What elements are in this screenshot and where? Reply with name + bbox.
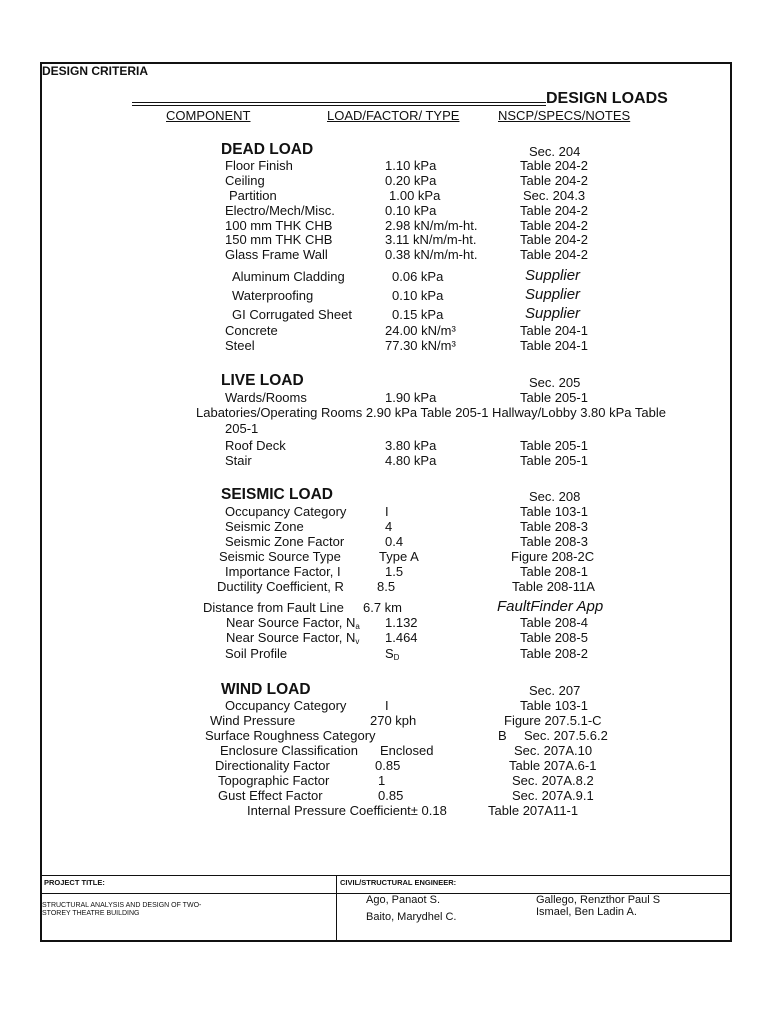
row-load: Type A [379, 549, 419, 564]
row-load: 1.00 kPa [389, 188, 441, 203]
row-note: Table 208-1 [520, 564, 588, 579]
project-title-line2: STOREY THEATRE BUILDING [42, 910, 140, 917]
engineer-name: Gallego, Renzthor Paul S [536, 894, 661, 906]
row-component: Stair [225, 453, 252, 468]
row-component: Concrete [225, 323, 278, 338]
row-note: Sec. 207A.9.1 [512, 788, 594, 803]
row-component: Floor Finish [225, 158, 293, 173]
title-rule-bottom [132, 105, 546, 106]
row-component: Electro/Mech/Misc. [225, 203, 335, 218]
row-component: Enclosure Classification [220, 743, 359, 758]
row-note: Figure 208-2C [511, 549, 595, 564]
row-component: Seismic Zone [225, 519, 304, 534]
dead-load-section: Sec. 204 [529, 144, 581, 159]
row-note: Table 208-3 [520, 534, 588, 549]
row-note: Table 207A11-1 [488, 803, 579, 818]
row-component: Waterproofing [232, 288, 314, 303]
row-load: 1.10 kPa [385, 158, 437, 173]
row-note: Figure 207.5.1-C [504, 713, 602, 728]
row-load: 1 [378, 773, 386, 788]
row-load: 0.10 kPa [392, 288, 444, 303]
row-component: Steel [225, 338, 255, 353]
row-load: 270 kph [370, 713, 417, 728]
row-load: 1.132 [385, 615, 418, 630]
row-note: Table 208-11A [512, 579, 595, 594]
row-component: Wind Pressure [210, 713, 296, 728]
row-component: Glass Frame Wall [225, 247, 328, 262]
row-component: Gust Effect Factor [218, 788, 323, 803]
footer-divider [336, 875, 337, 942]
row-note: Table 208-2 [520, 646, 588, 661]
wind-load-heading: WIND LOAD [221, 681, 311, 698]
column-component: COMPONENT [166, 108, 251, 123]
row-component: GI Corrugated Sheet [232, 307, 352, 322]
row-note: Table 204-2 [520, 173, 588, 188]
row-load: 0.38 kN/m/m-ht. [385, 247, 478, 262]
row-load: 0.20 kPa [385, 173, 437, 188]
row-load: 0.85 [375, 758, 401, 773]
live-load-heading: LIVE LOAD [221, 372, 304, 389]
row-load: 8.5 [377, 579, 396, 594]
row-component: Near Source Factor, $N_a$ [226, 615, 360, 631]
row-note: Table 204-2 [520, 218, 588, 233]
row-note: Table 205-1 [520, 390, 588, 405]
row-component: Importance Factor, I [225, 564, 341, 579]
row-load: 0.06 kPa [392, 269, 444, 284]
row-component: Near Source Factor, $N_v$ [226, 630, 360, 646]
row-component: Seismic Zone Factor [225, 534, 345, 549]
row-load: 1.464 [385, 630, 418, 645]
row-load: 0.85 [378, 788, 404, 803]
row-load: 2.98 kN/m/m-ht. [385, 218, 478, 233]
engineer-name: Baito, Marydhel C. [366, 911, 457, 923]
row-note: Table 207A.6-1 [509, 758, 597, 773]
row-note: Table 204-1 [520, 338, 588, 353]
title-rule-top [132, 102, 546, 103]
row-load: B [498, 728, 507, 743]
seismic-load-heading: SEISMIC LOAD [221, 486, 333, 503]
row-note: Table 204-2 [520, 247, 588, 262]
row-note: Table 208-3 [520, 519, 588, 534]
row-component: Occupancy Category [225, 504, 347, 519]
row-note: Table 204-2 [520, 203, 588, 218]
row-component: Occupancy Category [225, 698, 347, 713]
row-load: I [385, 504, 389, 519]
project-title-label: PROJECT TITLE: [44, 878, 105, 887]
row-note: Sec. 207.5.6.2 [524, 728, 608, 743]
wrapped-row-line2: 205-1 [225, 421, 259, 436]
row-note: Supplier [525, 286, 581, 303]
row-component: Soil Profile [225, 646, 288, 661]
row-load: 4.80 kPa [385, 453, 437, 468]
design-criteria-heading: DESIGN CRITERIA [42, 64, 149, 78]
row-component: Directionality Factor [215, 758, 330, 773]
row-component: Partition [229, 188, 277, 203]
wrapped-row-line1: Labatories/Operating Rooms 2.90 kPa Table 205-1 Hallway/Lobby 3.80 kPa Table [196, 405, 666, 420]
row-note: Sec. 207A.10 [514, 743, 593, 758]
row-component: Distance from Fault Line [203, 600, 344, 615]
row-load: 3.80 kPa [385, 438, 437, 453]
row-note: Table 103-1 [520, 504, 588, 519]
row-load: Enclosed [380, 743, 434, 758]
engineer-name: Ago, Panaot S. [366, 894, 440, 906]
row-component: Ductility Coefficient, R [217, 579, 344, 594]
row-load: 0.4 [385, 534, 404, 549]
row-load: 0.10 kPa [385, 203, 437, 218]
row-note: Table 208-5 [520, 630, 588, 645]
row-note: FaultFinder App [497, 598, 604, 615]
engineer-label: CIVIL/STRUCTURAL ENGINEER: [340, 878, 457, 887]
wind-load-section: Sec. 207 [529, 683, 581, 698]
design-loads-title: DESIGN LOADS [546, 90, 668, 107]
row-component: Topographic Factor [218, 773, 330, 788]
seismic-load-section: Sec. 208 [529, 489, 581, 504]
row-note: Table 204-2 [520, 232, 588, 247]
row-component: Ceiling [225, 173, 265, 188]
row-note: Supplier [525, 267, 581, 284]
row-load: 1.90 kPa [385, 390, 437, 405]
row-component-and-load: Internal Pressure Coefficient± 0.18 [247, 803, 447, 818]
footer-rule-top [40, 875, 732, 876]
row-load: $S_D$ [385, 646, 400, 662]
row-note: Table 205-1 [520, 438, 588, 453]
engineer-name: Ismael, Ben Ladin A. [536, 906, 637, 918]
row-load: 4 [385, 519, 393, 534]
dead-load-heading: DEAD LOAD [221, 141, 314, 158]
column-load: LOAD/FACTOR/ TYPE [327, 108, 460, 123]
row-component: Aluminum Cladding [232, 269, 345, 284]
row-component: Surface Roughness Category [205, 728, 376, 743]
row-component: 150 mm THK CHB [225, 232, 333, 247]
column-notes: NSCP/SPECS/NOTES [498, 108, 631, 123]
row-load: 77.30 kN/m³ [385, 338, 456, 353]
row-component: Wards/Rooms [225, 390, 307, 405]
row-note: Sec. 204.3 [523, 188, 586, 203]
row-note: Table 205-1 [520, 453, 588, 468]
row-load: 3.11 kN/m/m-ht. [385, 232, 477, 247]
row-note: Table 103-1 [520, 698, 588, 713]
row-load: 24.00 kN/m³ [385, 323, 456, 338]
row-component: Roof Deck [225, 438, 286, 453]
row-note: Sec. 207A.8.2 [512, 773, 594, 788]
row-note: Table 204-2 [520, 158, 588, 173]
row-load: I [385, 698, 389, 713]
row-note: Table 208-4 [520, 615, 588, 630]
row-load: 0.15 kPa [392, 307, 444, 322]
row-note: Table 204-1 [520, 323, 588, 338]
live-load-section: Sec. 205 [529, 375, 581, 390]
row-note: Supplier [525, 305, 581, 322]
row-load: 6.7 km [363, 600, 403, 615]
row-component: Seismic Source Type [219, 549, 341, 564]
row-component: 100 mm THK CHB [225, 218, 333, 233]
row-load: 1.5 [385, 564, 404, 579]
project-title-line1: STRUCTURAL ANALYSIS AND DESIGN OF TWO- [42, 902, 202, 909]
